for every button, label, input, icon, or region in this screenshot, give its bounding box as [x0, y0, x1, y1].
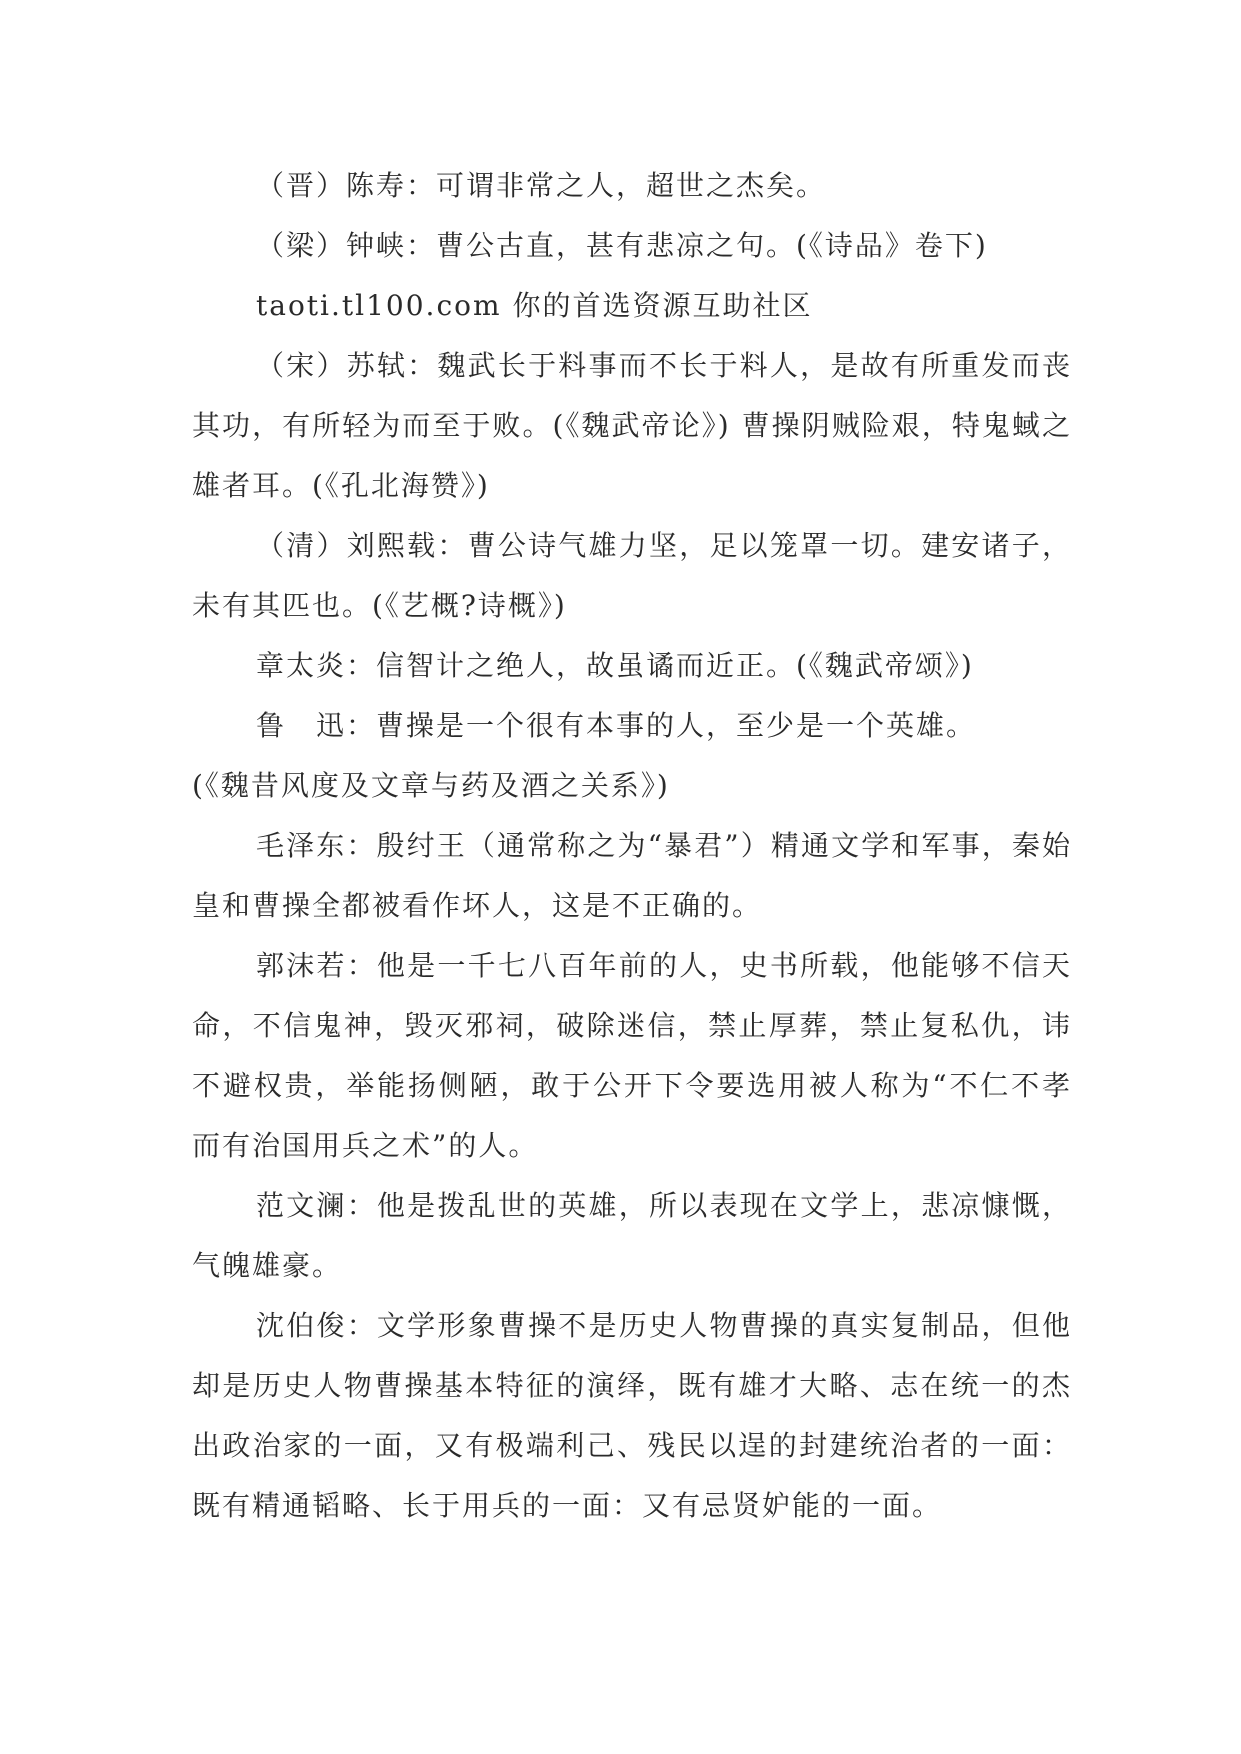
quote-chen-shou: （晋）陈寿：可谓非常之人，超世之杰矣。 [256, 169, 827, 202]
quote-zhong-xia: （梁）钟峡：曹公古直，甚有悲凉之句。(《诗品》卷下) [256, 229, 988, 262]
quote-shen-bojun: 沈伯俊：文学形象曹操不是历史人物曹操的真实复制品，但他却是历史人物曹操基本特征的演绎，既有雄才大略、志在统一的杰出政治家的一面，又有极端利己、残民以逞的封建统治者的一面：既有精通韬略、长于用兵的一面：又有忌贤妒能的一面。 [192, 1309, 1072, 1522]
source-watermark-line: taoti.tl100.com 你的首选资源互助社区 [256, 289, 813, 322]
quote-zhang-taiyan: 章太炎：信智计之绝人，故虽谲而近正。(《魏武帝颂》) [256, 649, 974, 682]
quote-fan-wenlan: 范文澜：他是拨乱世的英雄，所以表现在文学上，悲凉慷慨，气魄雄豪。 [192, 1189, 1072, 1282]
quote-su-shi: （宋）苏轼：魏武长于料事而不长于料人，是故有所重发而丧其功，有所轻为而至于败。(《魏武帝论》) 曹操阴贼险艰，特鬼蜮之雄者耳。(《孔北海赞》) [192, 349, 1072, 502]
quote-lu-xun-source: (《魏昔风度及文章与药及酒之关系》) [192, 769, 670, 802]
quote-mao-zedong: 毛泽东：殷纣王（通常称之为“暴君”）精通文学和军事，秦始皇和曹操全都被看作坏人，这是不正确的。 [192, 829, 1072, 922]
quote-liu-xizai: （清）刘熙载：曹公诗气雄力坚，足以笼罩一切。建安诸子，未有其匹也。(《艺概?诗概》) [192, 529, 1072, 622]
document-body [192, 156, 1072, 1536]
quote-guo-moruo: 郭沫若：他是一千七八百年前的人，史书所载，他能够不信天命，不信鬼神，毁灭邪祠，破除迷信，禁止厚葬，禁止复私仇，讳不避权贵，举能扬侧陋，敢于公开下令要选用被人称为“不仁不孝而有治国用兵之术”的人。 [192, 949, 1072, 1162]
quote-lu-xun: 鲁 迅：曹操是一个很有本事的人，至少是一个英雄。 [256, 709, 977, 742]
